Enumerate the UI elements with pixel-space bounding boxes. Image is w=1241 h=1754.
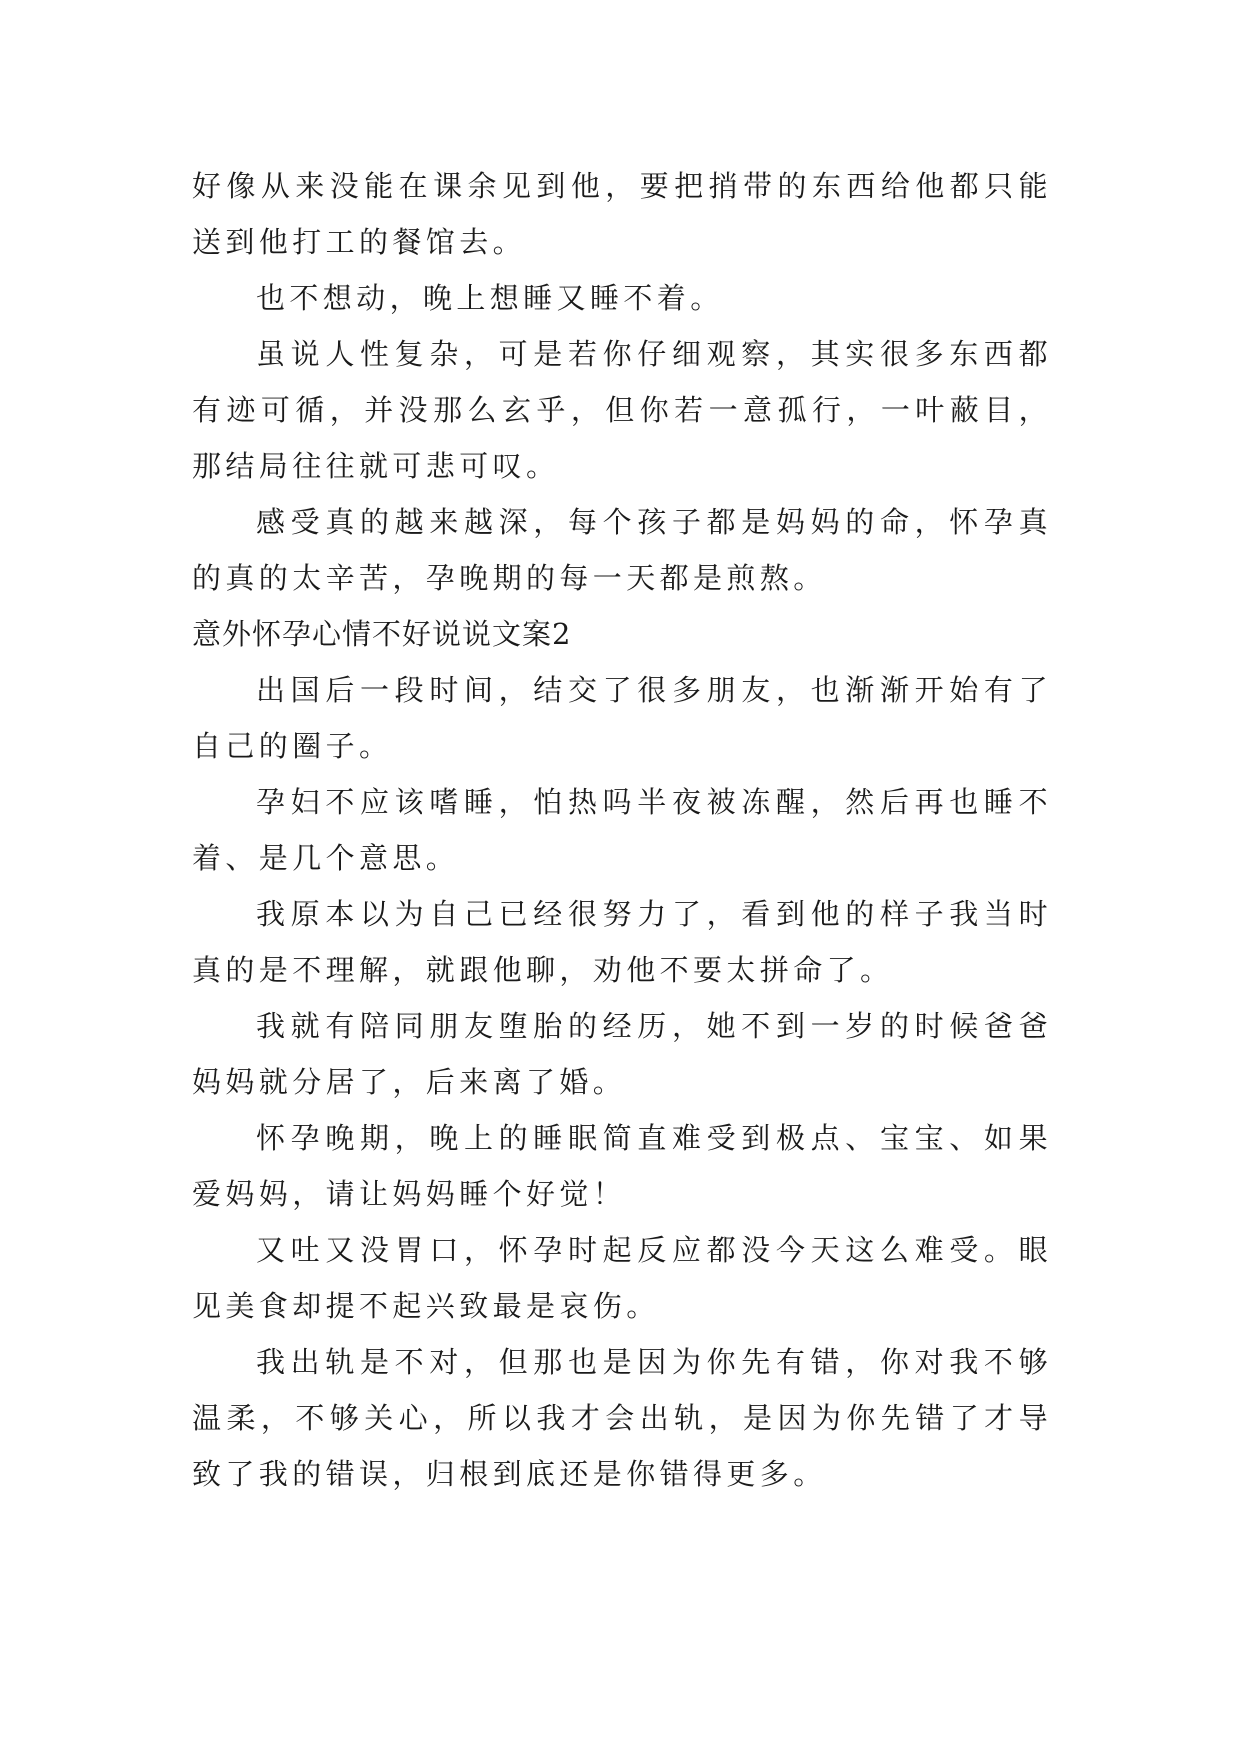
document-body [192,158,1052,1502]
section-heading: 意外怀孕心情不好说说文案2 [192,617,572,651]
paragraph-8: 我就有陪同朋友堕胎的经历，她不到一岁的时候爸爸妈妈就分居了，后来离了婚。 [192,1009,1052,1099]
paragraph-4: 感受真的越来越深，每个孩子都是妈妈的命，怀孕真的真的太辛苦，孕晚期的每一天都是煎熬。 [192,505,1052,595]
paragraph-11: 我出轨是不对，但那也是因为你先有错，你对我不够温柔，不够关心，所以我才会出轨，是因为你先错了才导致了我的错误，归根到底还是你错得更多。 [192,1345,1052,1491]
paragraph-3: 虽说人性复杂，可是若你仔细观察，其实很多东西都有迹可循，并没那么玄乎，但你若一意孤行，一叶蔽目，那结局往往就可悲可叹。 [192,337,1052,483]
paragraph-10: 又吐又没胃口，怀孕时起反应都没今天这么难受。眼见美食却提不起兴致最是哀伤。 [192,1233,1052,1323]
paragraph-9: 怀孕晚期，晚上的睡眠简直难受到极点、宝宝、如果爱妈妈，请让妈妈睡个好觉！ [192,1121,1052,1211]
paragraph-6: 孕妇不应该嗜睡，怕热吗半夜被冻醒，然后再也睡不着、是几个意思。 [192,785,1052,875]
paragraph-2: 也不想动，晚上想睡又睡不着。 [256,281,724,315]
paragraph-5: 出国后一段时间，结交了很多朋友，也渐渐开始有了自己的圈子。 [192,673,1052,763]
paragraph-7: 我原本以为自己已经很努力了，看到他的样子我当时真的是不理解，就跟他聊，劝他不要太拼命了。 [192,897,1052,987]
paragraph-1: 好像从来没能在课余见到他，要把捎带的东西给他都只能送到他打工的餐馆去。 [192,169,1052,259]
